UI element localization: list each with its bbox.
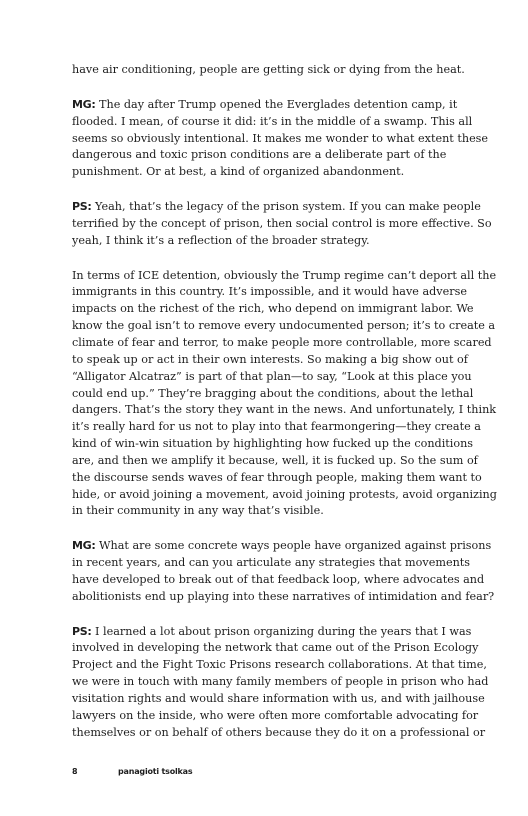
- page-number: 8: [72, 767, 78, 776]
- body-text: [72, 62, 498, 760]
- paragraph-3: [72, 199, 498, 250]
- paragraph-text: What are some concrete ways people have organized against prisons in recent years, and can you articulate any strategies that movements have developed to break out of that feedback loop, where advocates and abolitionists end up playing into these narratives of intimidation and fear?: [72, 539, 495, 603]
- paragraph-text: The day after Trump opened the Everglades detention camp, it flooded. I mean, of course it did: it’s in the middle of a swamp. This all seems so obviously intentional. It makes me wonder to what extent these dangerous and toxic prison conditions are a deliberate part of the punishment. Or at best, a kind of organized abandonment.: [72, 97, 489, 179]
- speaker-label: MG:: [72, 539, 96, 553]
- paragraph-text: I learned a lot about prison organizing during the years that I was involved in developing the network that came out of the Prison Ecology Project and the Fight Toxic Prisons research collaborations. At that time, we were in touch with many family members of people in prison who had visitation rights and would share information with us, and with jailhouse lawyers on the inside, who were often more comfortable advocating for themselves or on behalf of others because they do it on a professional or: [72, 624, 489, 739]
- speaker-label: PS:: [72, 624, 92, 638]
- paragraph-5: [72, 538, 498, 605]
- paragraph-text: Yeah, that’s the legacy of the prison system. If you can make people terrified by the concept of prison, then social control is more effective. So yeah, I think it’s a reflection of the broader strategy.: [72, 200, 492, 247]
- paragraph-text: have air conditioning, people are getting sick or dying from the heat.: [72, 63, 465, 76]
- paragraph-4: [72, 268, 498, 521]
- paragraph-2: [72, 97, 498, 181]
- paragraph-6: [72, 624, 498, 742]
- paragraph-1: [72, 62, 498, 79]
- paragraph-text: In terms of ICE detention, obviously the Trump regime can’t deport all the immigrants in this country. It’s impossible, and it would have adverse impacts on the richest of the rich, who depend on immigrant labor. We know the goal isn’t to remove every undocumented person; it’s to create a climate of fear and terror, to make people more controllable, more scared to speak up or act in their own interests. So making a big show out of “Alligator Alcatraz” is part of that plan—to say, “Look at this place you could end up.” They’re bragging about the conditions, about the lethal dangers. That’s the story they want in the news. And unfortunately, I think it’s really hard for us not to play into that fearmongering—they create a kind of win-win situation by highlighting how fucked up the conditions are, and then we amplify it because, well, it is fucked up. So the sum of the discourse sends waves of fear through people, making them want to hide, or avoid joining a movement, avoid joining protests, avoid organizing in their community in any way that’s visible.: [72, 268, 497, 518]
- speaker-label: PS:: [72, 200, 92, 214]
- running-author: panagioti tsolkas: [118, 767, 193, 776]
- speaker-label: MG:: [72, 97, 96, 111]
